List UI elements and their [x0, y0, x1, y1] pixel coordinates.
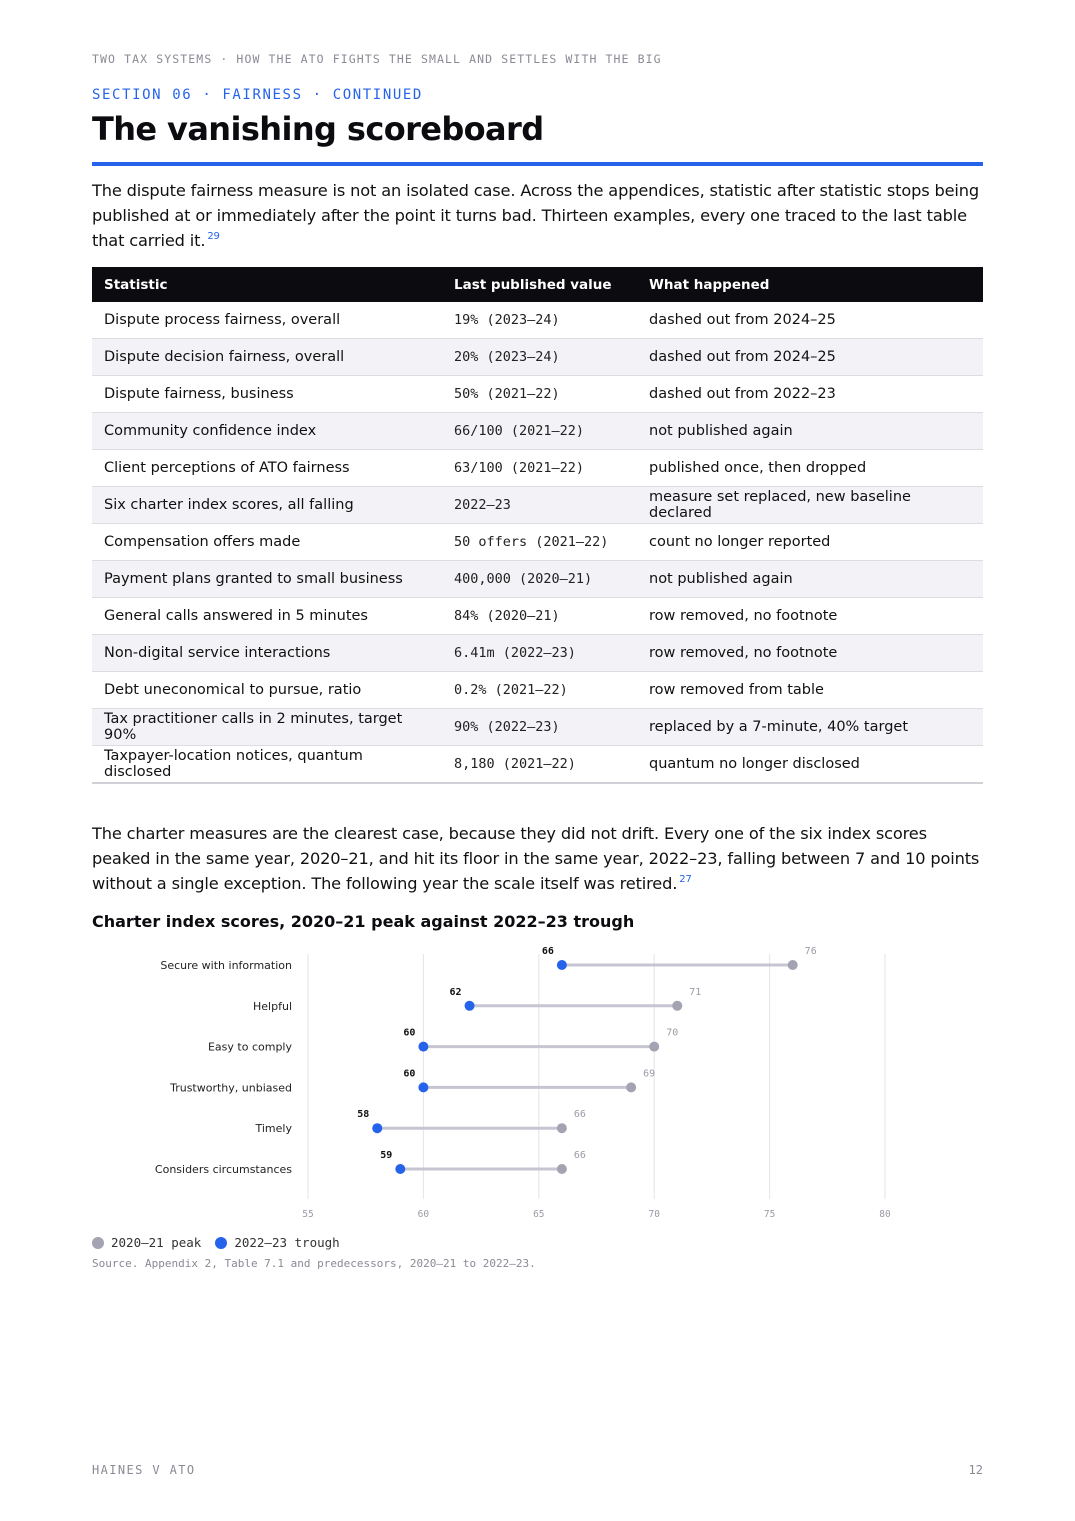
trough-value-label: 59 — [380, 1150, 393, 1161]
chart-legend — [92, 1235, 354, 1250]
running-head: TWO TAX SYSTEMS · HOW THE ATO FIGHTS THE SMALL AND SETTLES WITH THE BIG — [92, 52, 662, 66]
footer-title: HAINES V ATO — [92, 1463, 196, 1477]
section-kicker: SECTION 06 · FAIRNESS · CONTINUED — [92, 87, 423, 103]
cell-last-value: 50% (2021–22) — [442, 376, 637, 413]
trough-value-label: 60 — [403, 1027, 416, 1039]
cell-last-value: 20% (2023–24) — [442, 339, 637, 376]
legend-item-peak — [92, 1235, 201, 1250]
cell-last-value: 19% (2023–24) — [442, 302, 637, 339]
cell-statistic: General calls answered in 5 minutes — [92, 598, 442, 635]
peak-point — [557, 1123, 567, 1133]
peak-value-label: 70 — [666, 1027, 679, 1039]
cell-statistic: Tax practitioner calls in 2 minutes, target 90% — [92, 709, 442, 746]
cell-what-happened: row removed, no footnote — [637, 635, 983, 672]
table-row — [92, 561, 983, 598]
cell-what-happened: quantum no longer disclosed — [637, 746, 983, 784]
cell-last-value: 50 offers (2021–22) — [442, 524, 637, 561]
cell-last-value: 84% (2020–21) — [442, 598, 637, 635]
charter-paragraph — [92, 821, 983, 896]
trough-value-label: 62 — [449, 986, 462, 998]
cell-what-happened: count no longer reported — [637, 524, 983, 561]
cell-what-happened: published once, then dropped — [637, 450, 983, 487]
cell-what-happened: row removed from table — [637, 672, 983, 709]
column-header-what-happened: What happened — [637, 267, 983, 302]
category-label: Trustworthy, unbiased — [170, 1081, 292, 1095]
charter-text: The charter measures are the clearest case, because they did not drift. Every one of the six index scores peaked in the same year, 2020–21, and hit its floor in the same year, 2022–23, falling between 7 and 10 points without a single exception. The following year the scale itself was retired. — [92, 824, 980, 893]
cell-statistic: Taxpayer-location notices, quantum disclosed — [92, 746, 442, 784]
peak-point — [649, 1042, 659, 1052]
page-title: The vanishing scoreboard — [92, 110, 544, 148]
cell-what-happened: not published again — [637, 413, 983, 450]
peak-value-label: 71 — [689, 986, 702, 998]
column-header-last-value: Last published value — [442, 267, 637, 302]
peak-point — [672, 1001, 682, 1011]
cell-last-value: 8,180 (2021–22) — [442, 746, 637, 784]
legend-item-trough — [215, 1235, 339, 1250]
cell-what-happened: measure set replaced, new baseline declared — [637, 487, 983, 524]
cell-statistic: Dispute fairness, business — [92, 376, 442, 413]
peak-point — [626, 1082, 636, 1092]
table-row — [92, 339, 983, 376]
category-label: Considers circumstances — [154, 1163, 292, 1176]
legend-peak-swatch — [92, 1237, 104, 1249]
table-row — [92, 709, 983, 746]
trough-value-label: 58 — [357, 1109, 370, 1121]
cell-what-happened: row removed, no footnote — [637, 598, 983, 635]
chart-title: Charter index scores, 2020–21 peak against 2022–23 trough — [92, 912, 635, 931]
cell-last-value: 63/100 (2021–22) — [442, 450, 637, 487]
table-row — [92, 672, 983, 709]
x-tick-label: 80 — [879, 1209, 891, 1220]
footnote-ref[interactable]: 27 — [679, 874, 692, 885]
category-label: Easy to comply — [207, 1040, 292, 1054]
title-rule — [92, 162, 983, 166]
trough-point — [418, 1042, 428, 1052]
table-row — [92, 302, 983, 339]
table-row — [92, 524, 983, 561]
peak-value-label: 66 — [573, 1109, 586, 1121]
cell-statistic: Client perceptions of ATO fairness — [92, 450, 442, 487]
peak-value-label: 66 — [573, 1150, 586, 1161]
trough-point — [372, 1123, 382, 1133]
statistics-table — [92, 267, 983, 784]
cell-statistic: Non-digital service interactions — [92, 635, 442, 672]
cell-last-value: 6.41m (2022–23) — [442, 635, 637, 672]
category-label: Secure with information — [160, 959, 292, 972]
column-header-statistic: Statistic — [92, 267, 442, 302]
cell-what-happened: dashed out from 2024–25 — [637, 339, 983, 376]
cell-last-value: 2022–23 — [442, 487, 637, 524]
table-row — [92, 746, 983, 784]
x-tick-label: 65 — [533, 1209, 545, 1220]
x-tick-label: 75 — [763, 1209, 776, 1220]
table-row — [92, 598, 983, 635]
x-tick-label: 60 — [417, 1209, 430, 1220]
table-body — [92, 302, 983, 783]
trough-point — [418, 1082, 428, 1092]
cell-statistic: Dispute process fairness, overall — [92, 302, 442, 339]
x-tick-label: 70 — [648, 1209, 660, 1220]
intro-paragraph — [92, 178, 983, 253]
legend-trough-swatch — [215, 1237, 227, 1249]
table-row — [92, 376, 983, 413]
page-number: 12 — [968, 1463, 983, 1477]
trough-point — [465, 1001, 475, 1011]
table-row — [92, 487, 983, 524]
category-label: Helpful — [253, 999, 292, 1013]
cell-what-happened: dashed out from 2022–23 — [637, 376, 983, 413]
table-row — [92, 450, 983, 487]
cell-statistic: Community confidence index — [92, 413, 442, 450]
cell-statistic: Six charter index scores, all falling — [92, 487, 442, 524]
peak-point — [557, 1164, 567, 1174]
chart-source: Source. Appendix 2, Table 7.1 and predecessors, 2020–21 to 2022–23. — [92, 1257, 536, 1270]
intro-text: The dispute fairness measure is not an isolated case. Across the appendices, statistic after statistic stops being published at or immediately after the point it turns bad. Thirteen examples, every one traced to the last table that carried it. — [92, 181, 979, 250]
table-row — [92, 635, 983, 672]
peak-value-label: 69 — [643, 1068, 656, 1080]
trough-point — [557, 960, 567, 970]
cell-statistic: Dispute decision fairness, overall — [92, 339, 442, 376]
cell-what-happened: not published again — [637, 561, 983, 598]
cell-statistic: Compensation offers made — [92, 524, 442, 561]
trough-point — [395, 1164, 405, 1174]
table-header-row — [92, 267, 983, 302]
cell-last-value: 400,000 (2020–21) — [442, 561, 637, 598]
trough-value-label: 60 — [403, 1068, 416, 1080]
peak-point — [788, 960, 798, 970]
cell-statistic: Payment plans granted to small business — [92, 561, 442, 598]
legend-trough-label: 2022–23 trough — [234, 1235, 340, 1250]
cell-last-value: 90% (2022–23) — [442, 709, 637, 746]
table-row — [92, 413, 983, 450]
peak-value-label: 76 — [804, 946, 817, 957]
legend-peak-label: 2020–21 peak — [111, 1235, 202, 1250]
cell-last-value: 66/100 (2021–22) — [442, 413, 637, 450]
cell-last-value: 0.2% (2021–22) — [442, 672, 637, 709]
dumbbell-chart — [92, 940, 983, 1225]
cell-what-happened: replaced by a 7-minute, 40% target — [637, 709, 983, 746]
cell-statistic: Debt uneconomical to pursue, ratio — [92, 672, 442, 709]
footnote-ref[interactable]: 29 — [207, 231, 220, 242]
trough-value-label: 66 — [541, 946, 554, 957]
cell-what-happened: dashed out from 2024–25 — [637, 302, 983, 339]
category-label: Timely — [255, 1122, 292, 1136]
x-tick-label: 55 — [302, 1209, 314, 1220]
